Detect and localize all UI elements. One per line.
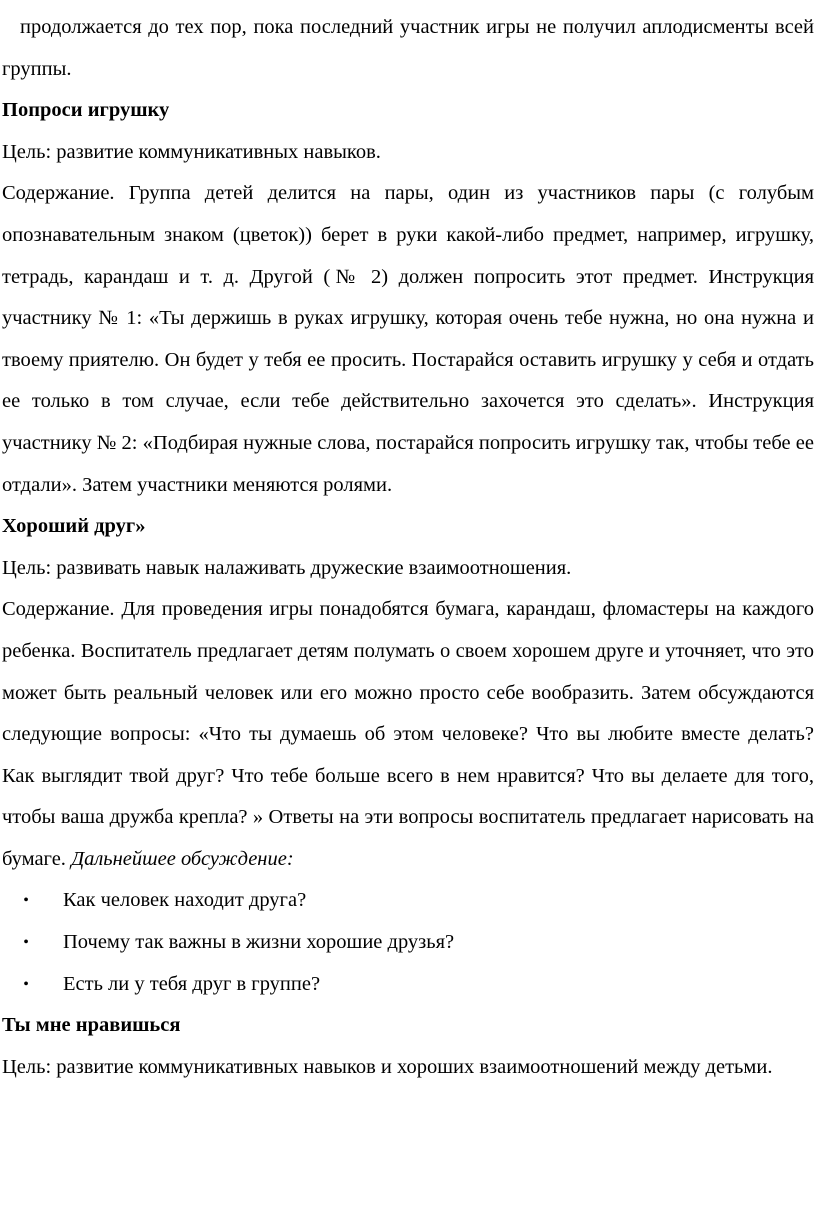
game2-discussion-label: Дальнейшее обсуждение: — [71, 847, 294, 870]
list-item-text: Есть ли у тебя друг в группе? — [63, 972, 321, 995]
game1-title: Попроси игрушку — [2, 99, 170, 122]
bullet-icon: • — [23, 892, 29, 910]
bullet-icon: • — [23, 934, 29, 952]
game2-content-text: Содержание. Для проведения игры понадобятся бумага, карандаш, фломастеры на каждого ребенка. Воспитатель предлагает детям полумать о своем хорошем друге и уточняет, что это может быть реальный человек или его можно просто себе вообразить. Затем обсуждаются следующие вопросы: «Что ты думаешь об этом человеке? Что вы любите вместе делать? Как выглядит твой друг? Что тебе больше всего в нем нравится? Что вы делаете для того, чтобы ваша дружба крепла? » Ответы на эти вопросы воспитатель предлагает нарисовать на бумаге. — [2, 598, 814, 870]
game1-content: Содержание. Группа детей делится на пары, один из участников пары (с голубым опознавательным знаком (цветок)) берет в руки какой-либо предмет, например, игрушку, тетрадь, карандаш и т. д. Другой (№ 2) должен попросить этот предмет. Инструкция участнику № 1: «Ты держишь в руках игрушку, которая очень тебе нужна, но она нужна и твоему приятелю. Он будет у тебя ее просить. Постарайся оставить игрушку у себя и отдать ее только в том случае, если тебе действительно захочется это сделать». Инструкция участнику № 2: «Подбирая нужные слова, постарайся попросить игрушку так, чтобы тебе ее отдали». Затем участники меняются ролями. — [2, 182, 814, 496]
list-item — [2, 964, 816, 1006]
game2-content — [2, 589, 814, 880]
list-item — [2, 880, 816, 922]
game2-title: Хороший друг» — [2, 515, 146, 538]
game3-title: Ты мне нравишься — [2, 1014, 181, 1037]
game2-goal: Цель: развивать навык налаживать дружеские взаимоотношения. — [2, 556, 572, 579]
game3-goal: Цель: развитие коммуникативных навыков и хороших взаимоотношений между детьми. — [2, 1055, 773, 1078]
discussion-question-list — [2, 880, 816, 1005]
list-item-text: Почему так важны в жизни хорошие друзья? — [63, 931, 455, 954]
list-item-text: Как человек находит друга? — [63, 889, 307, 912]
game1-goal: Цель: развитие коммуникативных навыков. — [2, 140, 381, 163]
list-item — [2, 922, 816, 964]
bullet-icon: • — [23, 975, 29, 993]
intro-continuation-paragraph: продолжается до тех пор, пока последний участник игры не получил аплодисменты всей группы. — [2, 16, 814, 80]
